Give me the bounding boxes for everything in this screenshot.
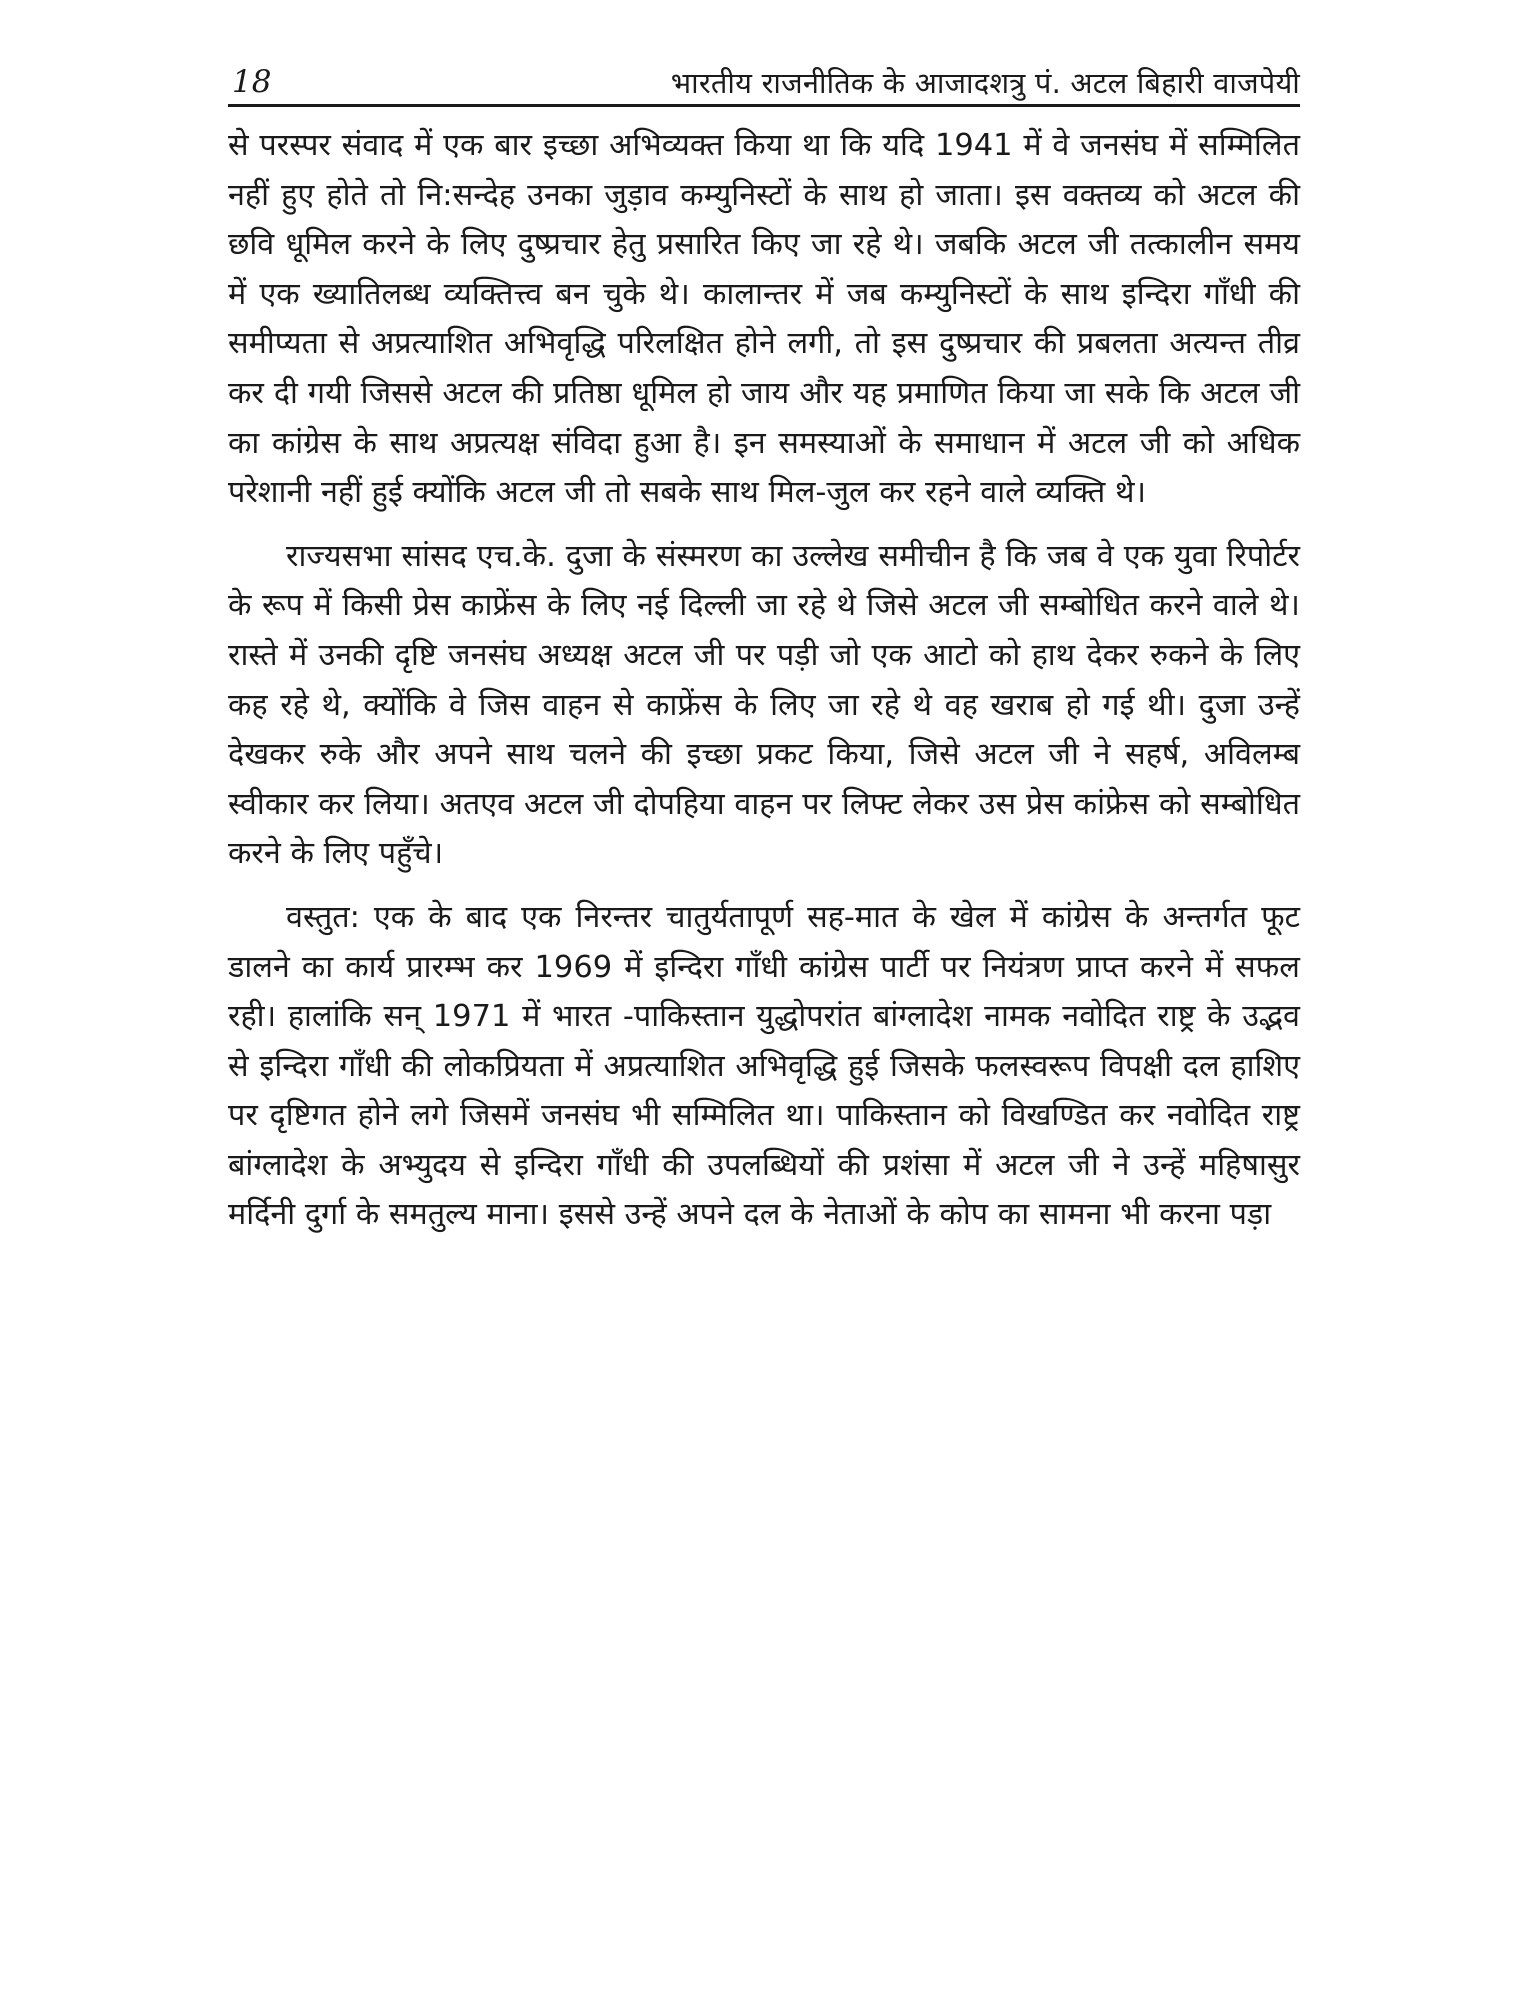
running-title: भारतीय राजनीतिक के आजादशत्रु पं. अटल बिहारी वाजपेयी: [670, 66, 1300, 100]
paragraph-1: से परस्पर संवाद में एक बार इच्छा अभिव्यक्त किया था कि यदि 1941 में वे जनसंघ में सम्मिलित नहीं हुए होते तो नि:सन्देह उनका जुड़ाव कम्युनिस्टों के साथ हो जाता। इस वक्तव्य को अटल की छवि धूमिल करने के लिए दुष्प्रचार हेतु प्रसारित किए जा रहे थे। जबकि अटल जी तत्कालीन समय में एक ख्यातिलब्ध व्यक्तित्त्व बन चुके थे। कालान्तर में जब कम्युनिस्टों के साथ इन्दिरा गाँधी की समीप्यता से अप्रत्याशित अभिवृद्धि परिलक्षित होने लगी, तो इस दुष्प्रचार की प्रबलता अत्यन्त तीव्र कर दी गयी जिससे अटल की प्रतिष्ठा धूमिल हो जाय और यह प्रमाणित किया जा सके कि अटल जी का कांग्रेस के साथ अप्रत्यक्ष संविदा हुआ है। इन समस्याओं के समाधान में अटल जी को अधिक परेशानी नहीं हुई क्योंकि अटल जी तो सबके साथ मिल-जुल कर रहने वाले व्यक्ति थे।: [228, 128, 1300, 511]
page-number: 18: [232, 64, 272, 100]
paragraph-3: वस्तुत: एक के बाद एक निरन्तर चातुर्यतापूर्ण सह-मात के खेल में कांग्रेस के अन्तर्गत फूट डालने का कार्य प्रारम्भ कर 1969 में इन्दिरा गाँधी कांग्रेस पार्टी पर नियंत्रण प्राप्त करने में सफल रही। हालांकि सन् 1971 में भारत -पाकिस्तान युद्धोपरांत बांग्लादेश नामक नवोदित राष्ट्र के उद्भव से इन्दिरा गाँधी की लोकप्रियता में अप्रत्याशित अभिवृद्धि हुई जिसके फलस्वरूप विपक्षी दल हाशिए पर दृष्टिगत होने लगे जिसमें जनसंघ भी सम्मिलित था। पाकिस्तान को विखण्डित कर नवोदित राष्ट्र बांग्लादेश के अभ्युदय से इन्दिरा गाँधी की उपलब्धियों की प्रशंसा में अटल जी ने उन्हें महिषासुर मर्दिनी दुर्गा के समतुल्य माना। इससे उन्हें अपने दल के नेताओं के कोप का सामना भी करना पड़ा: [228, 899, 1300, 1233]
paragraph-2: राज्यसभा सांसद एच.के. दुजा के संस्मरण का उल्लेख समीचीन है कि जब वे एक युवा रिपोर्टर के रूप में किसी प्रेस काफ्रेंस के लिए नई दिल्ली जा रहे थे जिसे अटल जी सम्बोधित करने वाले थे। रास्ते में उनकी दृष्टि जनसंघ अध्यक्ष अटल जी पर पड़ी जो एक आटो को हाथ देकर रुकने के लिए कह रहे थे, क्योंकि वे जिस वाहन से काफ्रेंस के लिए जा रहे थे वह खराब हो गई थी। दुजा उन्हें देखकर रुके और अपने साथ चलने की इच्छा प्रकट किया, जिसे अटल जी ने सहर्ष, अविलम्ब स्वीकार कर लिया। अतएव अटल जी दोपहिया वाहन पर लिफ्ट लेकर उस प्रेस कांफ्रेस को सम्बोधित करने के लिए पहुँचे।: [228, 538, 1300, 872]
page-header: [228, 52, 1300, 107]
body-text: [228, 121, 1300, 1240]
book-page: [228, 52, 1300, 1240]
